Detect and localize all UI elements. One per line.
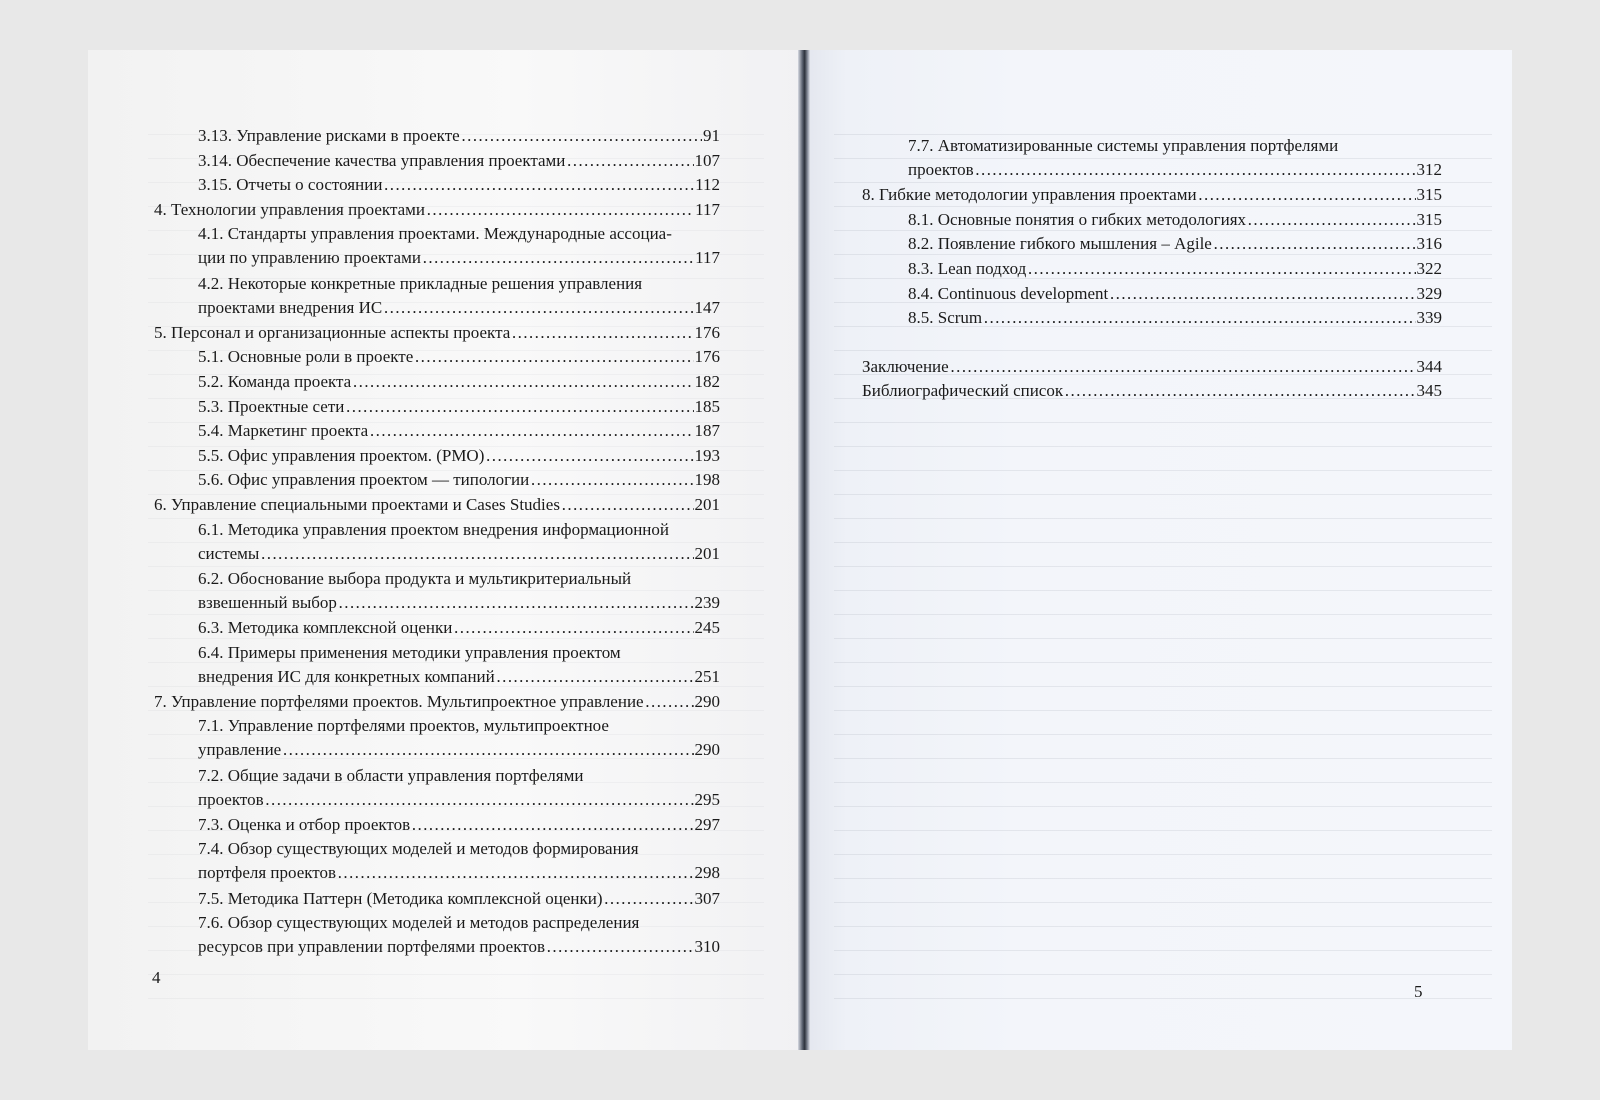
toc-entry-title: 8.4. Continuous development [908, 283, 1109, 303]
toc-entry-title-continuation: проектами внедрения ИС [198, 297, 383, 317]
dot-leader [422, 246, 694, 270]
toc-entry-title: 7.4. Обзор существующих моделей и методов формирования [198, 839, 639, 859]
dot-leader [282, 738, 693, 762]
toc-entry-title: Библиографический список [862, 381, 1064, 401]
toc-entry-title: 8. Гибкие методологии управления проектами [862, 185, 1197, 205]
toc-entry-title-continuation: управление [198, 740, 282, 760]
toc-entry-page: 182 [694, 372, 720, 391]
toc-entry-title: 7.2. Общие задачи в области управления портфелями [198, 765, 584, 785]
toc-entry-page: 147 [694, 297, 720, 317]
toc-entry [198, 272, 720, 320]
left-page [88, 50, 804, 1050]
dot-leader [383, 296, 693, 320]
toc-entry [154, 321, 720, 345]
toc-entry [908, 306, 1442, 330]
toc-entry-title: 6. Управление специальными проектами и Cases Studies [154, 495, 560, 514]
toc-entry-title: 5.1. Основные роли в проекте [198, 347, 414, 367]
page-number-right: 5 [1414, 982, 1423, 1001]
toc-entry-page: 239 [694, 592, 720, 612]
dot-leader [603, 887, 693, 911]
toc-entry-title: 7.7. Автоматизированные системы управления портфелями [908, 136, 1339, 155]
toc-entry [198, 813, 720, 837]
toc-entry [154, 198, 720, 222]
dot-leader [546, 935, 694, 959]
toc-entry-title: 6.3. Методика комплексной оценки [198, 618, 453, 637]
toc-entry-page: 315 [1416, 209, 1442, 229]
toc-entry-page: 315 [1416, 185, 1442, 205]
toc-entry-page: 201 [694, 543, 720, 563]
toc-entry [198, 641, 720, 689]
toc-entry-title: 5.3. Проектные сети [198, 396, 345, 416]
toc-entry-title-continuation: портфеля проектов [198, 863, 337, 883]
book-spread [88, 50, 1512, 1050]
toc-entry-page: 290 [694, 740, 720, 760]
dot-leader [1027, 257, 1415, 281]
toc-entry-title-continuation: проектов [198, 789, 264, 809]
dot-leader [485, 444, 693, 468]
toc-entry-page: 245 [694, 618, 720, 637]
toc-entry-page: 193 [694, 445, 720, 465]
toc-entry [198, 149, 720, 173]
toc-entry-title-continuation: проектов [908, 160, 974, 179]
toc-entry-title: 8.3. Lean подход [908, 259, 1027, 278]
dot-leader [1198, 183, 1416, 207]
toc-entry-title: 3.15. Отчеты о состоянии [198, 175, 383, 195]
dot-leader [1064, 379, 1415, 403]
dot-leader [265, 788, 694, 812]
toc-entry [198, 764, 720, 812]
page-number-left: 4 [152, 968, 161, 987]
toc-entry [908, 208, 1442, 232]
toc-entry [198, 419, 720, 443]
toc-entry-title-continuation: взвешенный выбор [198, 592, 337, 612]
toc-entry [908, 282, 1442, 306]
dot-leader [260, 542, 693, 566]
toc-entry [198, 837, 720, 885]
toc-entry-title-continuation: внедрения ИС для конкретных компаний [198, 666, 495, 686]
toc-entry-page: 185 [694, 396, 720, 416]
toc-entry [198, 370, 720, 394]
book-gutter [798, 50, 810, 1050]
dot-leader [411, 813, 693, 837]
toc-entry [198, 345, 720, 369]
right-page [804, 50, 1512, 1050]
dot-leader [511, 321, 693, 345]
toc-entry-page: 112 [695, 175, 720, 195]
toc-entry [198, 222, 720, 270]
toc-entry-title-continuation: системы [198, 543, 260, 563]
toc-entry [154, 690, 720, 714]
toc-entry-title: 4.2. Некоторые конкретные прикладные решения управления [198, 273, 643, 293]
toc-entry-title: 5.5. Офис управления проектом. (PMO) [198, 445, 485, 465]
toc-entry [908, 257, 1442, 281]
toc-entry [198, 518, 720, 566]
dot-leader [1213, 232, 1416, 256]
toc-entry [198, 567, 720, 615]
toc-entry-title: 8.2. Появление гибкого мышления – Agile [908, 234, 1212, 254]
dot-leader [496, 665, 694, 689]
toc-entry-page: 316 [1416, 234, 1442, 254]
dot-leader [426, 198, 694, 222]
toc-entry [198, 911, 720, 959]
toc-entry [862, 355, 1442, 379]
toc-entry-page: 312 [1416, 160, 1442, 179]
toc-entry [198, 887, 720, 911]
toc-entry-title: 7.1. Управление портфелями проектов, мультипроектное [198, 716, 609, 736]
toc-entry-title: 7.3. Оценка и отбор проектов [198, 814, 411, 834]
toc-entry-title: 7. Управление портфелями проектов. Мультипроектное управление [154, 691, 644, 711]
toc-entry-title: 5. Персонал и организационные аспекты проекта [154, 322, 511, 342]
toc-entry-page: 339 [1416, 308, 1442, 328]
dot-leader [645, 690, 694, 714]
dot-leader [950, 355, 1416, 379]
toc-entry-page: 344 [1416, 356, 1442, 376]
toc-entry-title: 6.1. Методика управления проектом внедрения информационной [198, 519, 669, 539]
toc-entry-page: 176 [694, 347, 720, 367]
toc-entry-title-continuation: ции по управлению проектами [198, 248, 421, 268]
toc-entry-title: 7.5. Методика Паттерн (Методика комплексной оценки) [198, 888, 603, 908]
toc-entry-page: 345 [1416, 381, 1442, 401]
toc-entry-page: 187 [694, 421, 720, 441]
dot-leader [414, 345, 693, 369]
toc-entry [198, 444, 720, 468]
dot-leader [983, 306, 1415, 330]
toc-entry-page: 176 [694, 322, 720, 342]
toc-entry-title: 3.13. Управление рисками в проекте [198, 126, 460, 145]
toc-entry-page: 117 [695, 248, 720, 268]
toc-entry-title: 5.6. Офис управления проектом — типологии [198, 470, 530, 490]
toc-entry-page: 329 [1416, 283, 1442, 303]
toc-entry-title: 7.6. Обзор существующих моделей и методов распределения [198, 913, 640, 933]
dot-leader [337, 861, 693, 885]
toc-entry-title: 4.1. Стандарты управления проектами. Международные ассоциа- [198, 224, 672, 244]
toc-entry-title: Заключение [862, 356, 949, 376]
toc-entry-page: 307 [694, 888, 720, 908]
toc-entry-page: 198 [694, 470, 720, 490]
dot-leader [453, 616, 693, 640]
dot-leader [1247, 208, 1415, 232]
toc-entry-page: 117 [695, 199, 720, 219]
toc-entry-title: 5.4. Маркетинг проекта [198, 421, 369, 441]
toc-entry [198, 395, 720, 419]
toc-entry-page: 298 [694, 863, 720, 883]
dot-leader [530, 468, 693, 492]
toc-entry-page: 310 [694, 937, 720, 957]
toc-entry-page: 251 [694, 666, 720, 686]
toc-entry [908, 232, 1442, 256]
dot-leader [1109, 282, 1415, 306]
toc-entry-page: 201 [694, 495, 720, 514]
toc-entry-page: 297 [694, 814, 720, 834]
toc-entry-page: 290 [694, 691, 720, 711]
toc-entry-page: 295 [694, 789, 720, 809]
dot-leader [975, 158, 1416, 182]
toc-entry-title: 6.2. Обоснование выбора продукта и мультикритериальный [198, 568, 632, 588]
dot-leader [369, 419, 693, 443]
dot-leader [566, 149, 693, 173]
toc-entry-title-continuation: ресурсов при управлении портфелями проектов [198, 937, 545, 957]
toc-entry [198, 468, 720, 492]
dot-leader [461, 124, 702, 148]
toc-entry [862, 379, 1442, 403]
toc-entry-title: 6.4. Примеры применения методики управления проектом [198, 642, 621, 662]
toc-entry-title: 3.14. Обеспечение качества управления проектами [198, 150, 566, 170]
toc-entry [862, 183, 1442, 207]
toc-entry [908, 134, 1442, 182]
toc-entry-title: 5.2. Команда проекта [198, 372, 352, 391]
toc-entry-title: 4. Технологии управления проектами [154, 199, 425, 219]
toc-entry-page: 91 [703, 126, 720, 145]
dot-leader [561, 493, 694, 517]
toc-entry-page: 107 [694, 150, 720, 170]
toc-entry [198, 124, 720, 148]
dot-leader [383, 173, 694, 197]
toc-entry-title: 8.1. Основные понятия о гибких методологиях [908, 209, 1247, 229]
toc-entry [198, 714, 720, 762]
toc-entry-page: 322 [1416, 259, 1442, 278]
toc-entry [198, 616, 720, 640]
dot-leader [352, 370, 693, 394]
toc-entry-title: 8.5. Scrum [908, 308, 983, 328]
dot-leader [338, 591, 694, 615]
toc-entry [198, 173, 720, 197]
toc-entry [154, 493, 720, 517]
dot-leader [345, 395, 693, 419]
